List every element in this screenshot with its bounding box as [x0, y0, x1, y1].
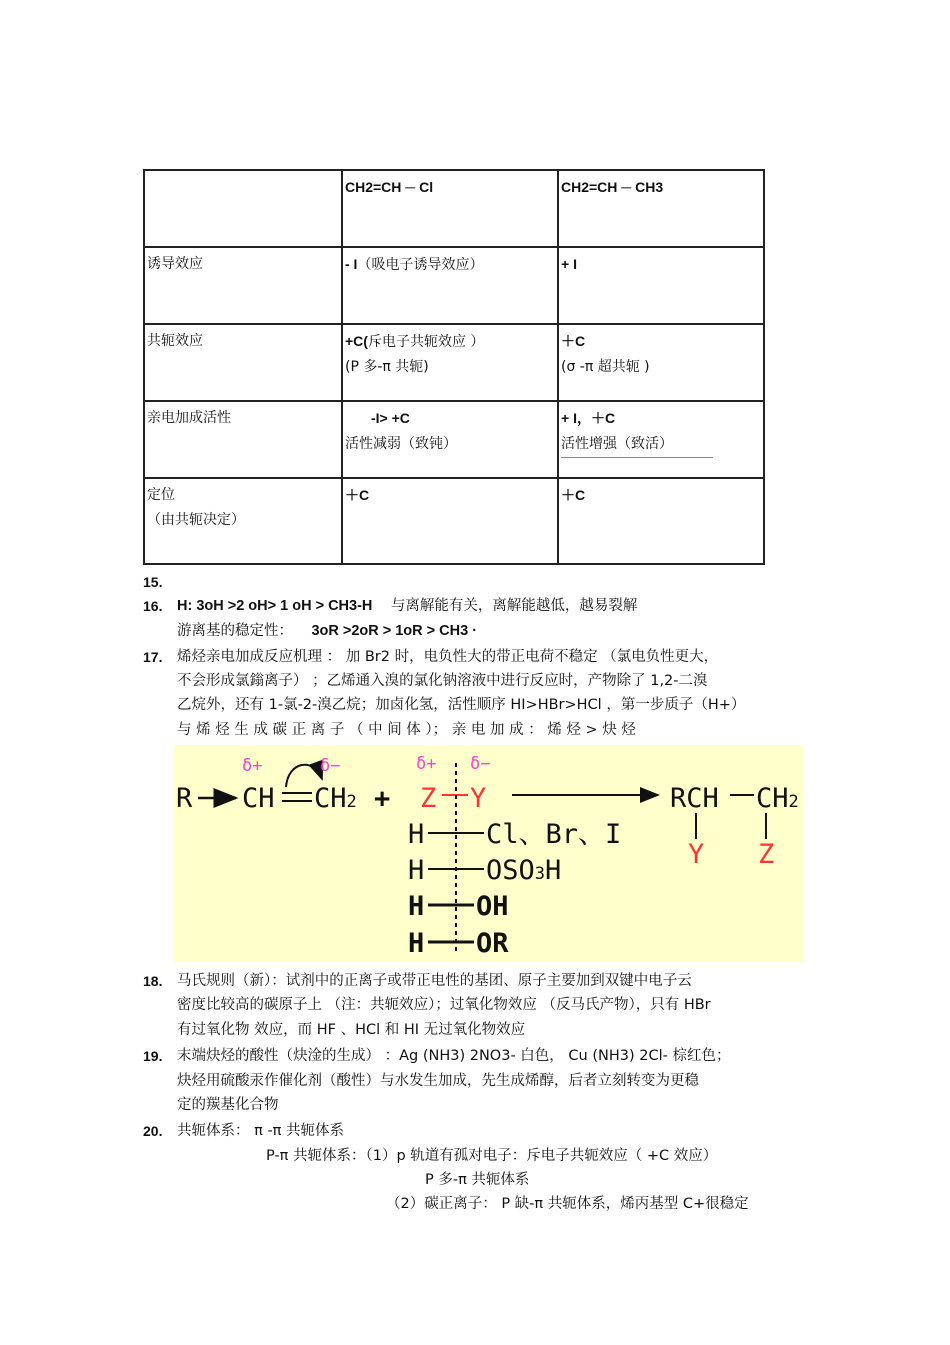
table-row [144, 478, 764, 564]
table-row [144, 324, 764, 401]
reagent-h: H [408, 891, 425, 922]
reaction-svg [174, 745, 803, 962]
product-rch: RCH [670, 783, 719, 814]
text-line: 末端炔烃的酸性（炔淦的生成） ：Ag (NH3) 2NO3- 白色， Cu (NH3) 2Cl- 棕红色； [177, 1048, 731, 1064]
table-row [144, 401, 764, 478]
item-number: 19. [143, 1048, 163, 1064]
text-line: 不会形成氯鎓离子） ；乙烯通入溴的氯化钠溶液中进行反应时，产物除了 1,2-二溴 [177, 673, 708, 689]
table-cell [144, 170, 342, 247]
cell-text: ＋C [561, 333, 586, 349]
row-label-text: 定位 [147, 487, 175, 503]
cell-text: ＋C [345, 487, 370, 503]
table-cell [558, 324, 764, 401]
reagent-y: Y [470, 783, 487, 814]
cell-text: +C( [345, 333, 368, 349]
alkene-ch2: CH2 [314, 783, 357, 814]
text-line: 马氏规则（新）：试剂中的正离子或带正电性的基团、原子主要加到双键中电子云 [177, 973, 692, 989]
text-line [177, 621, 477, 641]
text-span: 3oR >2oR > 1oR > CH3 · [311, 623, 478, 639]
table-cell [342, 401, 558, 478]
reagent-h: H [408, 819, 425, 850]
cell-text: (σ -π 超共轭 ) [561, 359, 650, 375]
reagent-halide: Cl、Br、I [486, 819, 622, 850]
cell-text: (P 多-π 共轭) [345, 359, 429, 375]
product-y: Y [688, 839, 705, 870]
reagent-sulfate: OSO3H [486, 855, 562, 886]
cell-text: ＋C [561, 487, 586, 503]
product-ch2: CH2 [756, 783, 799, 814]
row-label-text: （由共轭决定） [147, 512, 245, 528]
reaction-mechanism-diagram [174, 745, 803, 962]
plus-sign: + [374, 783, 391, 814]
cell-text: + I，＋C [561, 410, 616, 426]
table-cell [558, 401, 764, 478]
reagent-h: H [408, 928, 425, 959]
reagent-h: H [408, 855, 425, 886]
table-header-row [144, 170, 764, 247]
item-number: 17. [143, 649, 163, 665]
table-cell [342, 478, 558, 564]
table-cell [558, 247, 764, 324]
item-number: 15. [143, 574, 163, 590]
row-label [144, 478, 342, 564]
cell-text: 斥电子共轭效应 ） [367, 334, 485, 350]
cell-text: 活性增强（致活） [561, 432, 713, 458]
text-line: 烯烃亲电加成反应机理 ： 加 Br2 时，电负性大的带正电荷不稳定 （氯电负性更大， [177, 649, 719, 665]
table-header-cell: CH2=CH ─ Cl [342, 170, 558, 247]
table-cell [342, 324, 558, 401]
text-line: 与 烯 烃 生 成 碳 正 离 子 （ 中 间 体 ）； 亲 电 加 成 ： 烯 烃 > 炔 烃 [177, 722, 636, 738]
table-header-cell: CH2=CH ─ CH3 [558, 170, 764, 247]
alkene-ch: CH [242, 783, 275, 814]
delta-minus-2: δ− [470, 754, 491, 774]
text-line: 密度比较高的碳原子上 （注：共轭效应）；过氧化物效应 （反马氏产物），只有 HBr [177, 997, 711, 1013]
table-row [144, 247, 764, 324]
text-line: 定的羰基化合物 [177, 1097, 279, 1113]
text-line: （2）碳正离子： P 缺-π 共轭体系，烯丙基型 C+很稳定 [386, 1196, 749, 1212]
delta-minus-1: δ− [320, 756, 341, 776]
cell-text: -I> +C [371, 410, 410, 426]
item-number: 18. [143, 973, 163, 989]
text-line: 共轭体系： π -π 共轭体系 [177, 1123, 345, 1139]
row-label [144, 247, 342, 324]
comparison-table [143, 169, 765, 565]
text-span: 游离基的稳定性： [177, 623, 293, 639]
item-number: 16. [143, 598, 163, 614]
row-label-text: 亲电加成活性 [147, 410, 231, 426]
row-label [144, 401, 342, 478]
text-line: P-π 共轭体系：（1）p 轨道有孤对电子：斥电子共轭效应（ +C 效应） [266, 1148, 718, 1164]
reagent-hydroxyl: OH [476, 891, 509, 922]
text-line: 乙烷外，还有 1-氯-2-溴乙烷；加卤化氢，活性顺序 HI>HBr>HCl ，第一步质子（H+） [177, 697, 746, 713]
cell-text: 活性减弱（致钝） [345, 436, 457, 452]
item-number: 20. [143, 1123, 163, 1139]
reagent-z: Z [420, 783, 437, 814]
row-label-text: 诱导效应 [147, 256, 203, 272]
cell-text: （吸电子诱导效应） [357, 257, 484, 273]
cell-text: + I [561, 256, 577, 272]
text-line: P 多-π 共轭体系 [425, 1172, 530, 1188]
reactant-r: R [176, 783, 193, 814]
delta-plus-1: δ+ [242, 756, 263, 776]
table-cell [342, 247, 558, 324]
text-line: 炔烃用硫酸汞作催化剂（酸性）与水发生加成，先生成烯醇，后者立刻转变为更稳 [177, 1073, 699, 1089]
cell-text: - I [345, 256, 358, 272]
row-label [144, 324, 342, 401]
reagent-alkoxy: OR [476, 928, 509, 959]
text-span: H: 3oH >2 oH> 1 oH > CH3-H [177, 598, 373, 614]
text-span: 与离解能有关，离解能越低，越易裂解 [390, 598, 638, 614]
text-line [177, 596, 637, 616]
row-label-text: 共轭效应 [147, 333, 203, 349]
text-line: 有过氧化物 效应，而 HF 、HCl 和 HI 无过氧化物效应 [177, 1022, 526, 1038]
product-z: Z [758, 839, 775, 870]
delta-plus-2: δ+ [416, 754, 437, 774]
table-cell [558, 478, 764, 564]
